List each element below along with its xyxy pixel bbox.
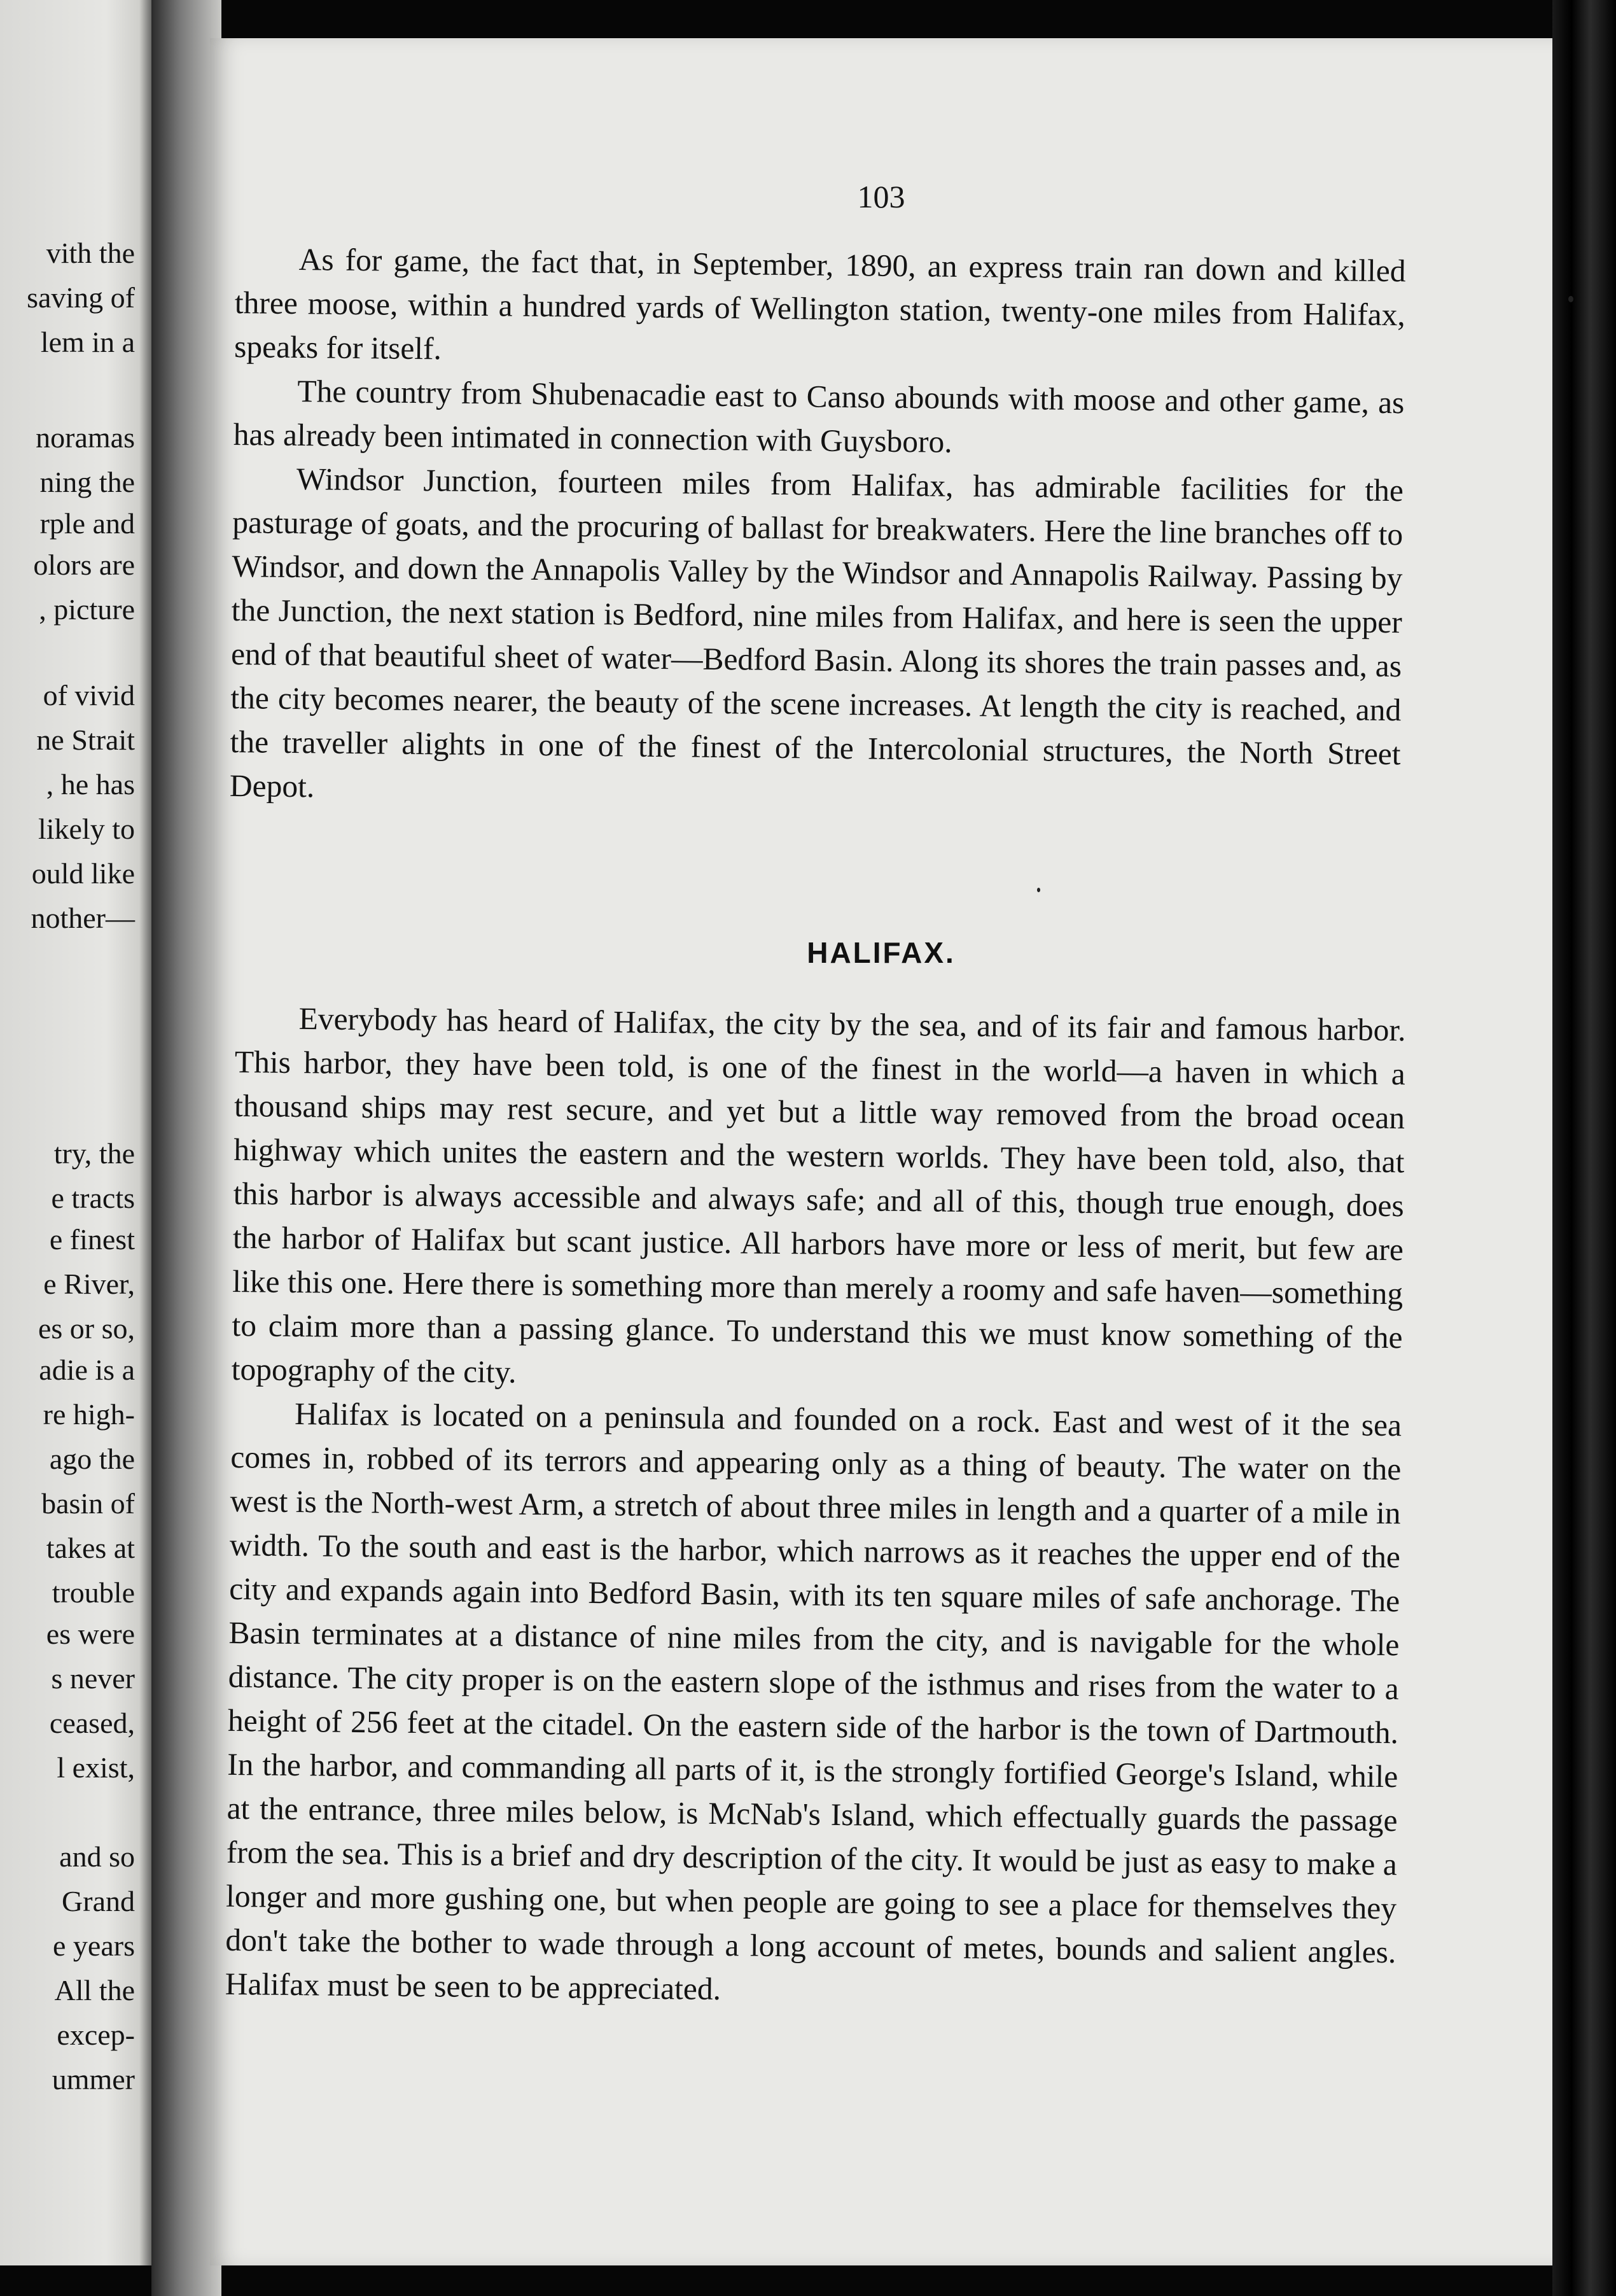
text-block-top [230, 237, 1406, 820]
facing-page-line: olors are [33, 549, 135, 581]
facing-page-line: saving of [27, 281, 135, 314]
facing-page-fragment [0, 0, 151, 2265]
facing-page-line: adie is a [39, 1354, 135, 1386]
facing-page-line: All the [54, 1974, 135, 2006]
facing-page-line: e years [53, 1929, 135, 1962]
facing-page-line: ago the [49, 1443, 135, 1475]
facing-page-line: lem in a [40, 326, 135, 358]
scan-speck [1568, 296, 1573, 302]
facing-page-line: ne Strait [36, 724, 135, 756]
paragraph: The country from Shubenacadie east to Canso abounds with moose and other game, as has already been intimated in connection with Guysboro. [233, 374, 1405, 459]
facing-page-line: nother— [31, 902, 135, 934]
facing-page-line: trouble [52, 1576, 135, 1609]
facing-page-line: , picture [39, 593, 135, 626]
facing-page-line: of vivid [43, 679, 135, 711]
facing-page-line: basin of [41, 1487, 135, 1520]
facing-page-line: es or so, [38, 1312, 135, 1345]
facing-page-line: ould like [31, 857, 135, 890]
facing-page-line: l exist, [57, 1751, 135, 1784]
facing-page-line: e finest [49, 1223, 135, 1256]
facing-page-line: ummer [52, 2063, 135, 2096]
facing-page-line: takes at [46, 1532, 135, 1564]
page-number: 103 [857, 179, 905, 214]
facing-page-line: e tracts [51, 1182, 135, 1214]
facing-page-line: s never [51, 1662, 135, 1695]
paragraph: Windsor Junction, fourteen miles from Halifax, has admirable facilities for the pasturage of goats, and the procuring of ballast for breakwaters. Here the line branches off to Windsor, and down the Annapolis Valley by the Windsor and Annapolis Railway. Passing by the Junction, the next station is Bedford, nine miles from Halifax, and here is seen the upper end of that beautiful sheet of water—Bedford Basin. Along its shores the train passes and, as the city becomes nearer, the beauty of the scene increases. At length the city is reached, and the traveller alights in one of the finest of the Intercolonial structures, the North Street Depot. [229, 461, 1404, 804]
facing-page-line: e River, [43, 1268, 135, 1300]
facing-page-line: noramas [36, 421, 135, 454]
facing-page-line: likely to [38, 813, 135, 845]
facing-page-line: re high- [43, 1398, 135, 1431]
facing-page-line: vith the [46, 237, 135, 269]
facing-page-line: excep- [57, 2019, 135, 2051]
paragraph: As for game, the fact that, in September, 1890, an express train ran down and killed three moose, within a hundred yards of Wellington station, twenty-one miles from Halifax, speaks for itself. [233, 242, 1406, 367]
book-right-edge [1552, 0, 1616, 2296]
facing-page-line: rple and [39, 507, 135, 540]
facing-page-line: ceased, [49, 1707, 135, 1739]
paragraph: Halifax is located on a peninsula and founded on a rock. East and west of it the sea comes in, robbed of its terrors and appearing only as a thing of beauty. The water on the west is the North-west Arm, a stretch of about three miles in length and a quarter of a mile in width. To the south and east is the harbor, which narrows as it reaches the upper end of the city and expands again into Bedford Basin, with its ten square miles of safe anchorage. The Basin terminates at a distance of nine miles from the city, and is navigable for the whole distance. The city proper is on the eastern slope of the isthmus and rises from the water to a height of 256 feet at the citadel. On the eastern side of the harbor is the town of Dartmouth. In the harbor, and commanding all parts of it, is the strongly fortified George's Island, while at the entrance, three miles below, is McNab's Island, which effectually guards the passage from the sea. This is a brief and dry description of the city. It would be just as easy to make a longer and more gushing one, but when people are going to see a place for themselves they don't take the bother to wade through a long account of metes, bounds and salient angles. Halifax must be seen to be appreciated. [225, 1396, 1402, 2007]
facing-page-line: es were [46, 1618, 135, 1650]
scan-speck [1037, 888, 1040, 892]
facing-page-line: try, the [53, 1137, 135, 1170]
facing-page-line: and so [59, 1840, 135, 1873]
section-heading: HALIFAX. [807, 936, 956, 969]
facing-page-line: Grand [62, 1885, 135, 1917]
facing-page-line: ning the [39, 466, 135, 498]
text-block-bottom [225, 996, 1406, 2018]
paragraph: Everybody has heard of Halifax, the city by the sea, and of its fair and famous harbor. This harbor, they have been told, is one of the finest in the world—a haven in which a thousand ships may rest secure, and yet but a little way removed from the broad ocean highway which unites the eastern and the western worlds. They have been told, also, that this harbor is always accessible and always safe; and all of this, though true enough, does the harbor of Halifax but scant justice. All harbors have more or less of merit, but few are like this one. Here there is something more than merely a roomy and safe haven—something to claim more than a passing glance. To understand this we must know something of the topography of the city. [231, 1001, 1406, 1390]
facing-page-line: , he has [46, 768, 135, 801]
